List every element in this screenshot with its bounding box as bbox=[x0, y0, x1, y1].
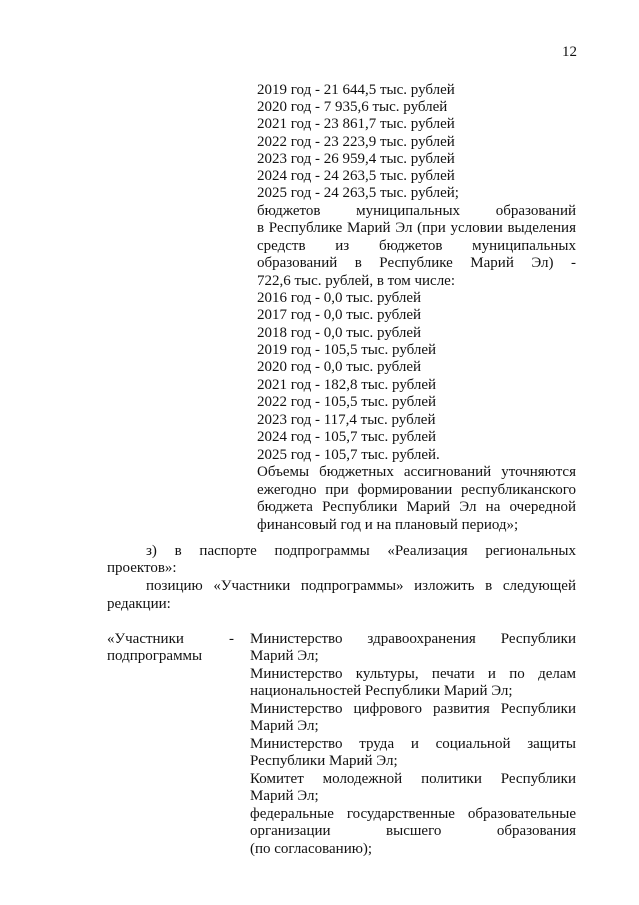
participant-line: организации высшего образования bbox=[250, 823, 576, 839]
funding-line: 2016 год - 0,0 тыс. рублей bbox=[257, 290, 422, 306]
funding-line: 2024 год - 24 263,5 тыс. рублей bbox=[257, 168, 455, 184]
paragraph-line: бюджетов муниципальных образований bbox=[257, 203, 576, 219]
position-line-2: редакции: bbox=[107, 596, 171, 612]
paragraph-line: Объемы бюджетных ассигнований уточняются bbox=[257, 464, 576, 480]
paragraph-line: ежегодно при формировании республиканского bbox=[257, 482, 576, 498]
participant-line: национальностей Республики Марий Эл; bbox=[250, 683, 513, 699]
paragraph-line: в Республике Марий Эл (при условии выделения bbox=[257, 220, 576, 236]
participant-line: Министерство здравоохранения Республики bbox=[250, 631, 576, 647]
participants-dash: - bbox=[229, 631, 234, 647]
participant-line: Марий Эл; bbox=[250, 718, 319, 734]
funding-line: 2023 год - 117,4 тыс. рублей bbox=[257, 412, 436, 428]
funding-line: 2023 год - 26 959,4 тыс. рублей bbox=[257, 151, 455, 167]
paragraph-line: финансовый год и на плановый период»; bbox=[257, 517, 519, 533]
participant-line: Марий Эл; bbox=[250, 648, 319, 664]
page-number: 12 bbox=[562, 44, 577, 60]
funding-line: 2022 год - 105,5 тыс. рублей bbox=[257, 394, 437, 410]
participant-line: Министерство труда и социальной защиты bbox=[250, 736, 576, 752]
participant-line: Министерство культуры, печати и по делам bbox=[250, 666, 576, 682]
funding-line: 2020 год - 7 935,6 тыс. рублей bbox=[257, 99, 448, 115]
funding-line: 2019 год - 105,5 тыс. рублей bbox=[257, 342, 437, 358]
funding-line: 2022 год - 23 223,9 тыс. рублей bbox=[257, 134, 455, 150]
funding-line: 2025 год - 24 263,5 тыс. рублей; bbox=[257, 185, 459, 201]
funding-line: 2018 год - 0,0 тыс. рублей bbox=[257, 325, 422, 341]
paragraph-line: средств из бюджетов муниципальных bbox=[257, 238, 576, 254]
funding-line: 2024 год - 105,7 тыс. рублей bbox=[257, 429, 437, 445]
funding-line: 2021 год - 23 861,7 тыс. рублей bbox=[257, 116, 455, 132]
paragraph-line: образований в Республике Марий Эл) - bbox=[257, 255, 576, 271]
funding-line: 2017 год - 0,0 тыс. рублей bbox=[257, 307, 422, 323]
participant-line: Министерство цифрового развития Республики bbox=[250, 701, 576, 717]
participant-line: (по согласованию); bbox=[250, 841, 373, 857]
paragraph-line: 722,6 тыс. рублей, в том числе: bbox=[257, 273, 456, 289]
item-z-line-2: проектов»: bbox=[107, 560, 177, 576]
item-z-line-1: з) в паспорте подпрограммы «Реализация региональных bbox=[146, 543, 576, 559]
participants-label-2: подпрограммы bbox=[107, 648, 203, 664]
participant-line: федеральные государственные образовательные bbox=[250, 806, 576, 822]
funding-line: 2020 год - 0,0 тыс. рублей bbox=[257, 359, 422, 375]
funding-line: 2019 год - 21 644,5 тыс. рублей bbox=[257, 82, 455, 98]
participant-line: Марий Эл; bbox=[250, 788, 319, 804]
funding-line: 2025 год - 105,7 тыс. рублей. bbox=[257, 447, 440, 463]
participant-line: Комитет молодежной политики Республики bbox=[250, 771, 576, 787]
participant-line: Республики Марий Эл; bbox=[250, 753, 398, 769]
paragraph-line: бюджета Республики Марий Эл на очередной bbox=[257, 499, 576, 515]
position-line-1: позицию «Участники подпрограммы» изложить в следующей bbox=[146, 578, 576, 594]
funding-line: 2021 год - 182,8 тыс. рублей bbox=[257, 377, 437, 393]
participants-label: «Участники bbox=[107, 631, 184, 647]
